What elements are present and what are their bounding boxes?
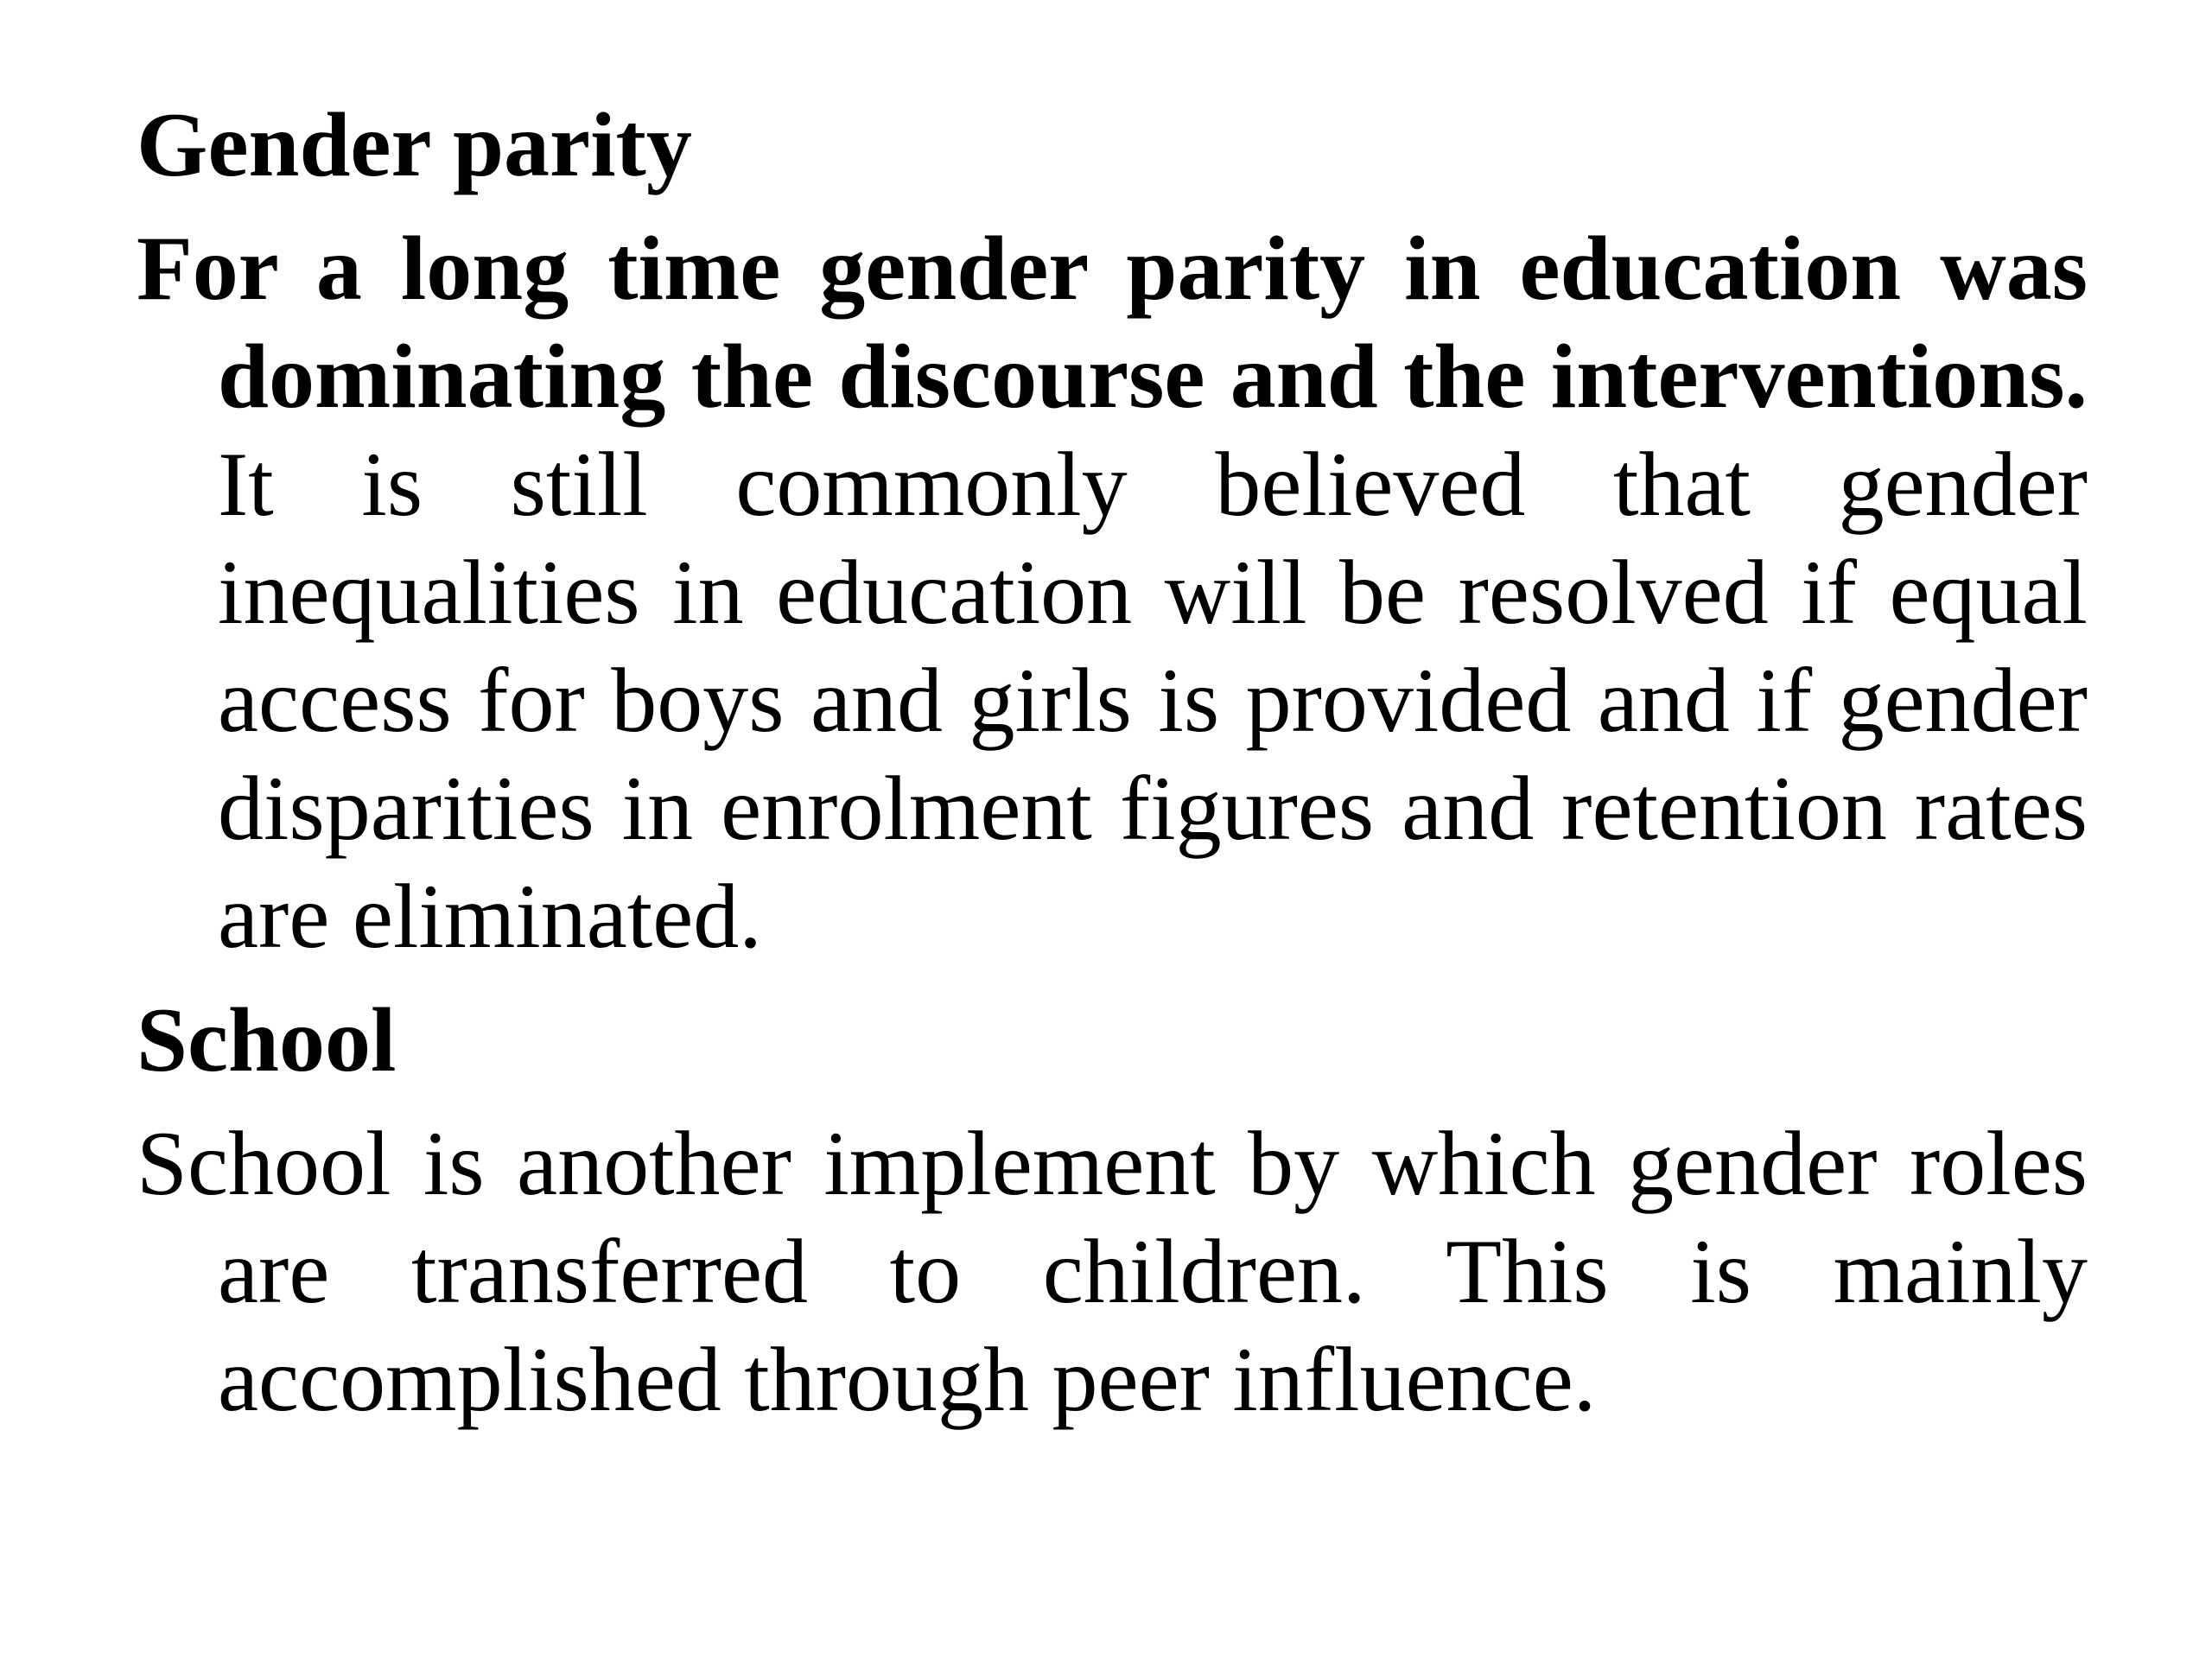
paragraph-school: [137, 1109, 2088, 1433]
paragraph-bold-lead: For a long time gender parity in education was dominating the discourse and the interventions.: [137, 218, 2088, 427]
paragraph-body-text: It is still commonly believed that gender inequalities in education will be resolved if equal access for boys and girls is provided and if gender disparities in enrolment figures and retention rates are eliminated.: [218, 434, 2088, 967]
document-body: [137, 91, 2088, 1433]
paragraph-body-text: School is another implement by which gender roles are transferred to children. This is mainly accomplished through peer influence.: [137, 1113, 2088, 1430]
section-heading-gender-parity: Gender parity: [137, 94, 692, 195]
paragraph-gender-parity: [137, 214, 2088, 970]
section-heading-school: School: [137, 989, 397, 1090]
